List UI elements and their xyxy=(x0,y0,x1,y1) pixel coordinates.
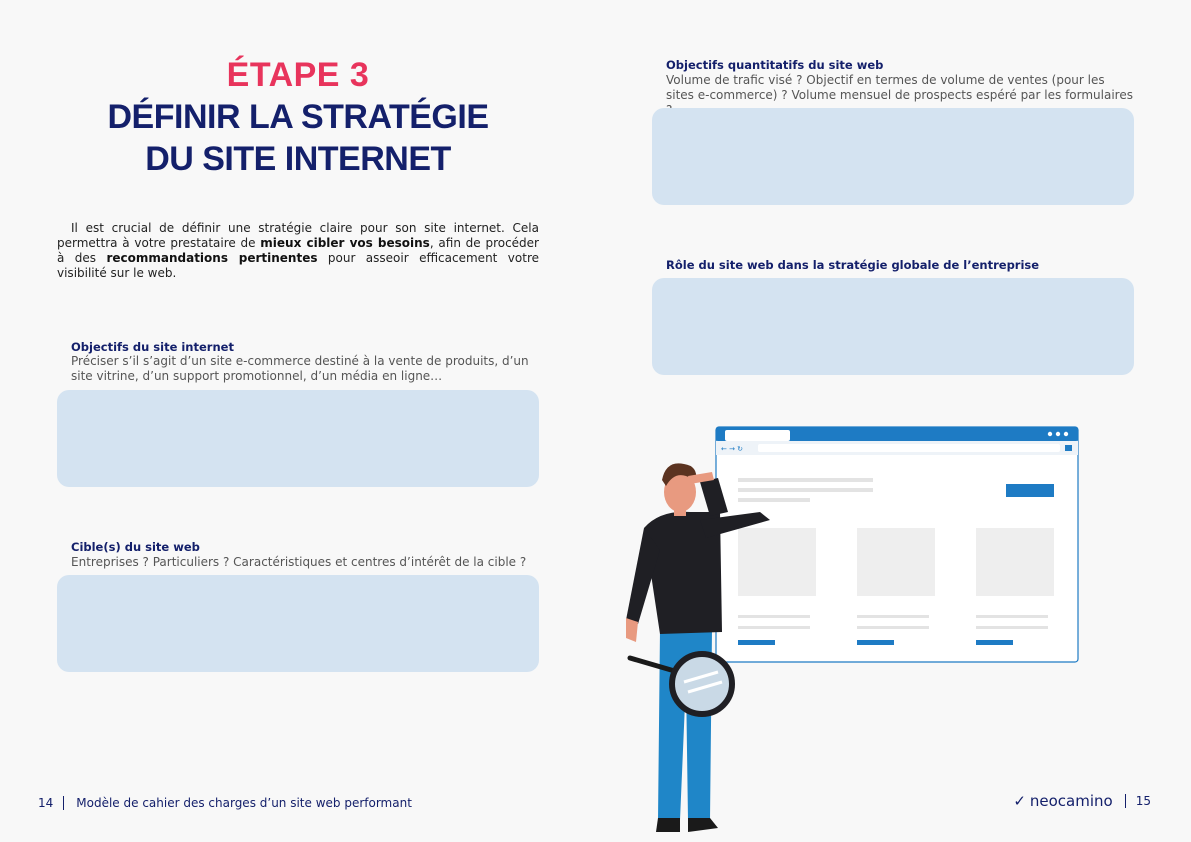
brand-name: neocamino xyxy=(1029,792,1113,810)
step-heading: ÉTAPE 3 xyxy=(226,56,370,94)
role-input-box[interactable] xyxy=(652,278,1134,375)
footer-right xyxy=(1013,792,1151,810)
intro-text-1: Il est crucial de définir une stratégie claire pour son site internet. Cela permettra à votre prestataire de xyxy=(57,221,539,250)
right-page-number: 15 xyxy=(1135,794,1151,808)
illustration xyxy=(600,420,1100,842)
browser-window-icon xyxy=(716,427,1078,662)
intro-text-3: pour asseoir efficacement votre visibilité sur le web. xyxy=(57,251,539,280)
cible-input-box[interactable] xyxy=(57,575,539,672)
role-label: Rôle du site web dans la stratégie globale de l’entreprise xyxy=(666,258,1040,272)
svg-text:← → ↻: ← → ↻ xyxy=(721,445,744,453)
title-line-1: DÉFINIR LA STRATÉGIE xyxy=(107,98,489,136)
intro-text-2: , afin de procéder à des xyxy=(57,236,539,265)
objectifs-description: Préciser s’il s’agit d’un site e-commerce destiné à la vente de produits, d’un site vitrine, d’un support promotionnel, d’un média en ligne… xyxy=(71,354,529,383)
cible-description: Entreprises ? Particuliers ? Caractéristiques et centres d’intérêt de la cible ? xyxy=(71,555,527,569)
intro-bold-1: mieux cibler vos besoins xyxy=(260,236,430,250)
left-page-number: 14 xyxy=(38,796,54,810)
quantitatifs-label: Objectifs quantitatifs du site web xyxy=(666,58,884,72)
title-line-2: DU SITE INTERNET xyxy=(145,140,451,178)
document-title: Modèle de cahier des charges d’un site web performant xyxy=(76,796,412,810)
objectifs-label: Objectifs du site internet xyxy=(71,340,234,354)
footer-divider xyxy=(1125,794,1126,808)
footer-left xyxy=(38,796,412,810)
footer-divider xyxy=(63,796,64,810)
brand-logo xyxy=(1013,792,1112,810)
intro-bold-2: recommandations pertinentes xyxy=(106,251,318,265)
quantitatifs-input-box[interactable] xyxy=(652,108,1134,205)
checkmark-logo-icon: ✓ xyxy=(1013,792,1026,810)
quantitatifs-description: Volume de trafic visé ? Objectif en termes de volume de ventes (pour les sites e-commerce) ? Volume mensuel de prospects espéré par les formulaires xyxy=(666,73,1133,102)
intro-paragraph xyxy=(57,221,539,281)
cible-label: Cible(s) du site web xyxy=(71,540,200,554)
objectifs-input-box[interactable] xyxy=(57,390,539,487)
page-title xyxy=(0,96,596,180)
